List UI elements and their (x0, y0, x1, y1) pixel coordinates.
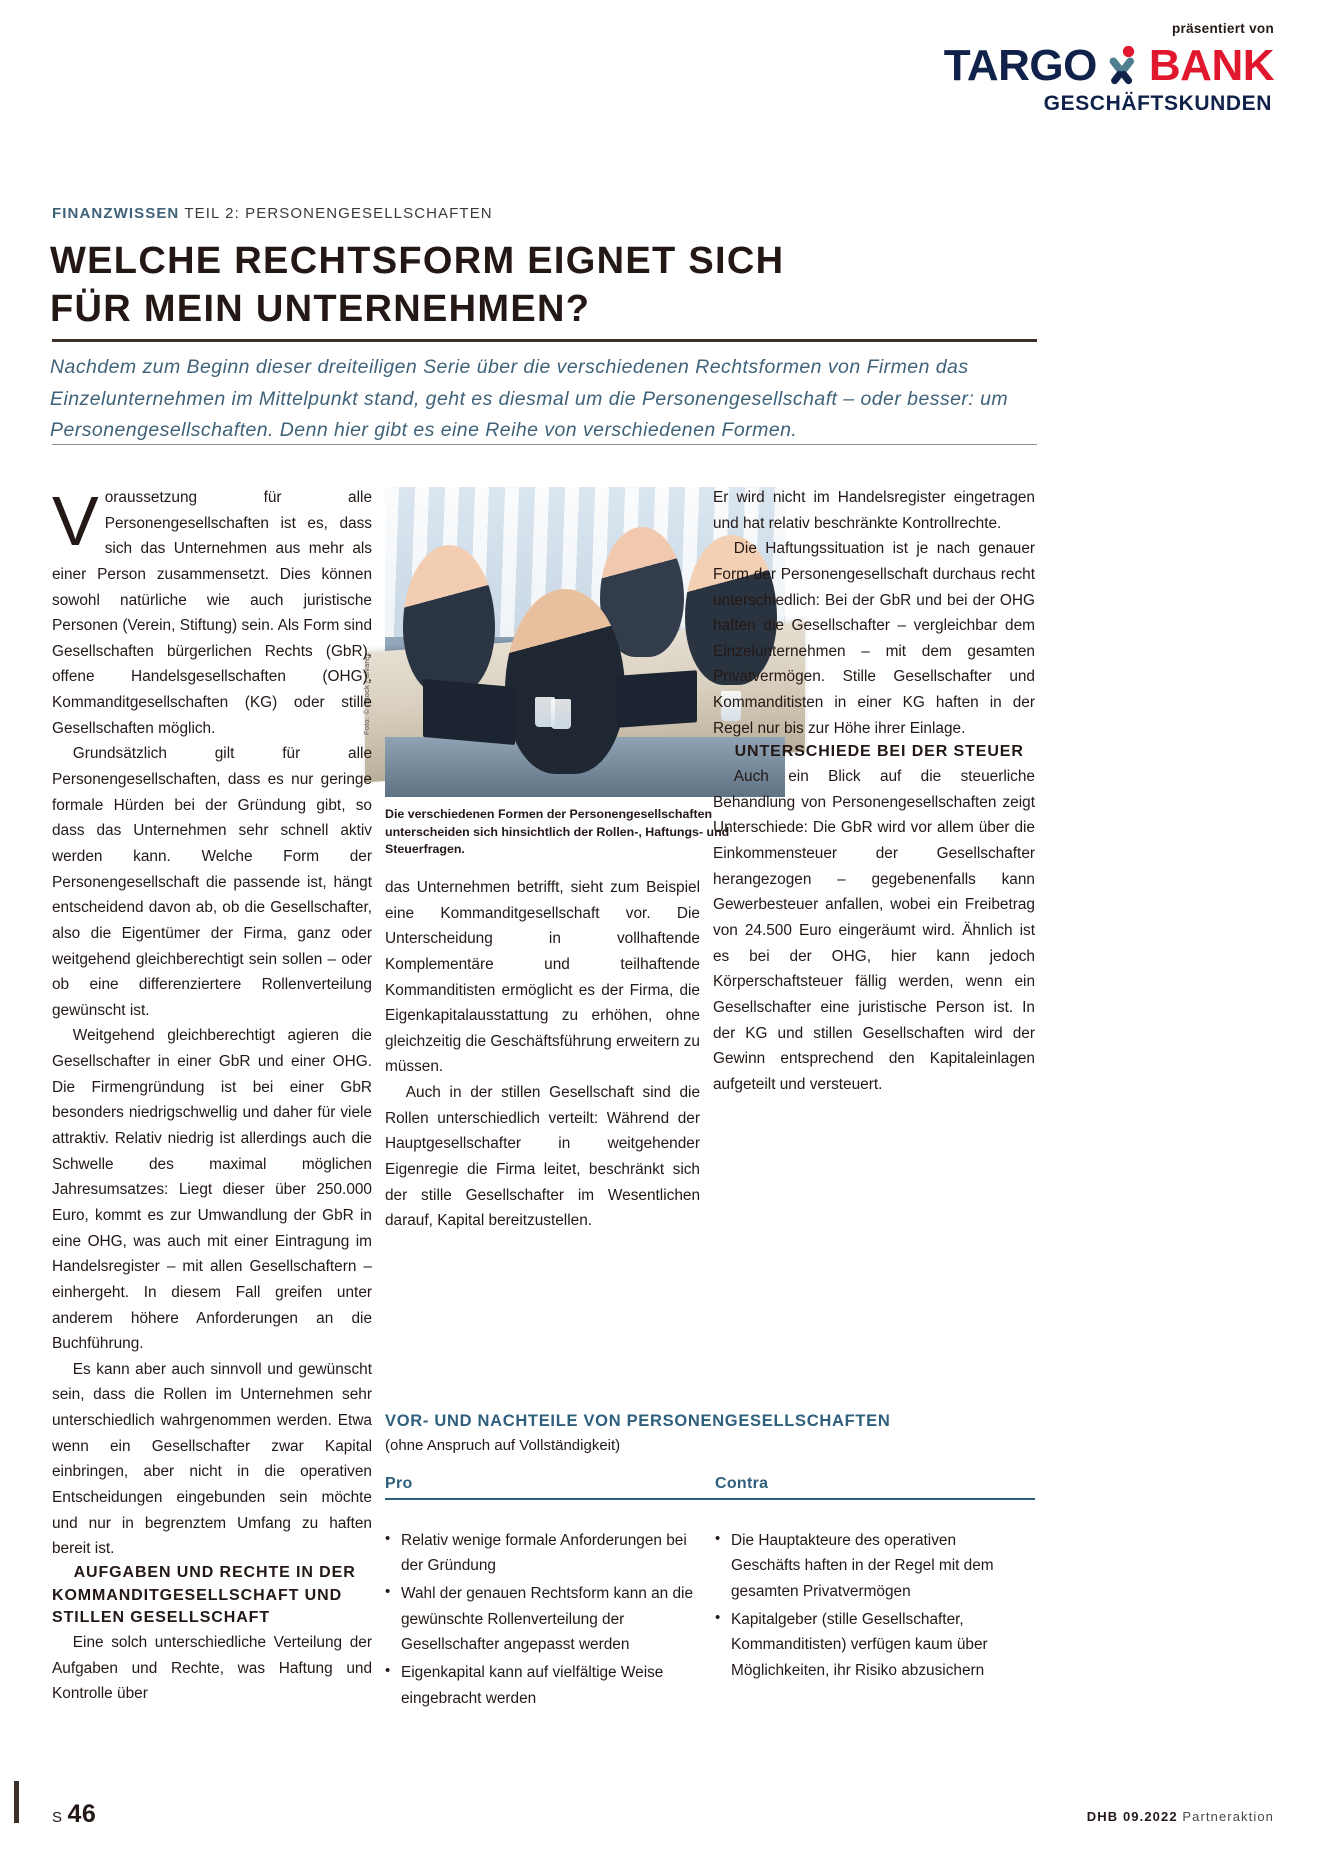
list-item: • Die Hauptakteure des operativen Geschäfts haften in der Regel mit dem gesamten Privatvermögen (731, 1528, 1035, 1605)
contra-column (715, 1528, 1035, 1713)
pro-contra-table (385, 1412, 1035, 1713)
targobank-star-icon (1103, 44, 1143, 88)
body-column-left (52, 482, 372, 1707)
page-title (50, 238, 1050, 334)
issue-label: DHB 09.2022 (1086, 1809, 1178, 1824)
logo-subline: GESCHÄFTSKUNDEN (1043, 91, 1272, 115)
paragraph-left-2: Grundsätzlich gilt für alle Personengesellschaften, dass es nur geringe formale Hürden bei der Gründung gibt, so dass das Unternehmen sehr schnell aktiv werden kann. Welche Form der Personengesellschaft die passende ist, hängt entscheidend davon ab, ob die Gesellschafter, also die Eigentümer der Firma, ganz oder weitgehend gleichberechtigt sein sollen – oder ob eine differenziertere Rollenverteilung gewünscht ist. (52, 745, 372, 1019)
photo-laptop-2 (617, 670, 697, 728)
pro-list (385, 1528, 715, 1711)
page-number-block (52, 1802, 96, 1827)
paragraph-left-1 (52, 482, 372, 741)
photo-laptop-1 (423, 679, 515, 745)
headline-line-2: FÜR MEIN UNTERNEHMEN? (50, 287, 591, 330)
article-kicker (52, 206, 493, 221)
page-number: 46 (67, 1800, 97, 1828)
paragraph-middle-2: Auch in der stillen Gesellschaft sind die Rollen unterschiedlich verteilt: Während der Hauptgesellschafter in weitgehender Eigenregie die Firma leitet, beschränkt sich der stille Gesellschafter im Wesentlichen darauf, Kapital bereitzustellen. (385, 1084, 700, 1230)
list-item: • Kapitalgeber (stille Gesellschafter, Kommanditisten) verfügen kaum über Möglichkeiten, ihr Risiko abzusichern (731, 1607, 1035, 1684)
paragraph-right-2: Die Haftungssituation ist je nach genauer Form der Personengesellschaft durchaus recht unterschiedlich: Bei der GbR und bei der OHG haften die Gesellschafter – vergleichbar dem Einzelunternehmen – mit dem gesamten Privatvermögen. Stille Gesellschafter und Kommanditisten in einer KG haften in der Regel nur bis zur Höhe ihrer Einlage. (713, 540, 1035, 737)
paragraph-left-5: Eine solch unterschiedliche Verteilung der Aufgaben und Rechte, was Haftung und Kontrolle über (52, 1634, 372, 1703)
pro-contra-body (385, 1528, 1035, 1713)
paragraph-left-1-text: oraussetzung für alle Personengesellschaften ist es, dass sich das Unternehmen aus mehr als einer Person zusammensetzt. Dies können sowohl natürliche wie auch juristische Personen (Verein, Stiftung) sein. Als Form sind Gesellschaften bürgerlichen Rechts (GbR), offene Handelsgesellschaften (OHG), Kommanditgesellschaften (KG) oder stille Gesellschaften möglich. (52, 489, 372, 737)
footer-issue-block (1087, 1810, 1274, 1823)
targobank-logo (854, 40, 1274, 90)
lead-rule (52, 444, 1037, 445)
paragraph-right-3: Auch ein Blick auf die steuerliche Behandlung von Personengesellschaften zeigt Unterschiede: Die GbR wird vor allem über die Einkommensteuer der Gesellschafter herangezogen – gegebenenfalls kann Gewerbesteuer anfallen, wobei ein Freibetrag von 24.500 Euro eingeräumt wird. Ähnlich ist es bei der OHG, hier kann jedoch Körperschaftsteuer fällig werden, wenn ein Gesellschafter eine juristische Person ist. In der KG und stillen Gesellschaften wird der Gewinn entsprechend den Kapitaleinlagen aufgeteilt und versteuert. (713, 768, 1035, 1093)
figure-caption: Die verschiedenen Formen der Personengesellschaften unterscheiden sich hinsichtlich der Rollen-, Haftungs- und Steuerfragen. (385, 807, 730, 857)
list-item: • Relativ wenige formale Anforderungen bei der Gründung (401, 1528, 715, 1579)
section-label: Partneraktion (1182, 1809, 1274, 1824)
subheading-steuer: UNTERSCHIEDE BEI DER STEUER (734, 743, 1024, 761)
pro-column (385, 1528, 715, 1713)
logo-word-bank: BANK (1148, 40, 1274, 90)
paragraph-left-4: Es kann aber auch sinnvoll und gewünscht sein, dass die Rollen im Unternehmen sehr unterschiedlich wahrgenommen werden. Etwa wenn ein Gesellschafter zwar Kapital einbringen, aber nicht in die operativen Entscheidungen eingebunden sein möchte und nur in begrenztem Umfang zu haften bereit ist. (52, 1360, 372, 1558)
sponsor-masthead (854, 22, 1274, 116)
logo-word-targo: TARGO (943, 40, 1097, 90)
photo-credit: Foto: © iStock / alvarez (362, 652, 371, 735)
headline-rule (52, 339, 1037, 342)
drop-cap: V (52, 482, 99, 560)
subheading-kommanditgesellschaft: AUFGABEN UND RECHTE IN DER KOMMANDITGESELLSCHAFT UND STILLEN GESELLSCHAFT (52, 1563, 356, 1627)
list-item: • Wahl der genauen Rechtsform kann an die gewünschte Rollenverteilung der Gesellschafter angepasst werden (401, 1581, 715, 1658)
pro-contra-subtitle: (ohne Anspruch auf Vollständigkeit) (385, 1436, 621, 1454)
page-prefix: S (52, 1809, 64, 1826)
article-lead: Nachdem zum Beginn dieser dreiteiligen Serie über die verschiedenen Rechtsformen von Firmen das Einzelunternehmen im Mittelpunkt stand, geht es diesmal um die Personengesellschaft – oder besser: um Personengesellschaften. Denn hier gibt es eine Reihe von verschiedenen Formen. (50, 356, 1009, 442)
column-header-contra: Contra (715, 1474, 769, 1492)
paragraph-right-1: Er wird nicht im Handelsregister eingetragen und hat relativ beschränkte Kontrollrechte. (713, 489, 1035, 532)
presented-by-label: präsentiert von (1171, 21, 1274, 36)
headline-line-1: WELCHE RECHTSFORM EIGNET SICH (50, 240, 785, 282)
body-column-right (713, 485, 1035, 1097)
kicker-category: FINANZWISSEN (52, 205, 180, 222)
pro-contra-header-row (385, 1475, 1035, 1500)
photo-glass-juice (551, 699, 571, 729)
contra-list (715, 1528, 1035, 1684)
body-column-middle (385, 875, 700, 1234)
list-item: • Eigenkapital kann auf vielfältige Weise eingebracht werden (401, 1660, 715, 1711)
paragraph-left-3: Weitgehend gleichberechtigt agieren die Gesellschafter in einer GbR und einer OHG. Die Firmengründung ist bei einer GbR besonders niedrigschwellig und daher für viele attraktiv. Relativ niedrig ist allerdings auch die Schwelle des maximal möglichen Jahresumsatzes: Liegt dieser über 250.000 Euro, kommt es zur Umwandlung der GbR in eine OHG, was auch mit einer Eintragung im Handelsregister – mit allen Gesellschaftern – einhergeht. In diesem Fall greifen unter anderem höhere Anforderungen an die Buchführung. (52, 1027, 372, 1353)
paragraph-middle-1: das Unternehmen betrifft, sieht zum Beispiel eine Kommanditgesellschaft vor. Die Unterscheidung in vollhaftende Komplementäre und teilhaftende Kommanditisten ermöglicht es der Firma, die Eigenkapitalausstattung zu erhöhen, ohne gleichzeitig die Geschäftsführung erweitern zu müssen. (385, 879, 700, 1076)
pro-contra-title: VOR- UND NACHTEILE VON PERSONENGESELLSCHAFTEN (385, 1412, 891, 1430)
column-header-pro: Pro (385, 1474, 413, 1492)
footer-marker-bar (14, 1781, 19, 1823)
kicker-series: TEIL 2: PERSONENGESELLSCHAFTEN (184, 205, 493, 222)
